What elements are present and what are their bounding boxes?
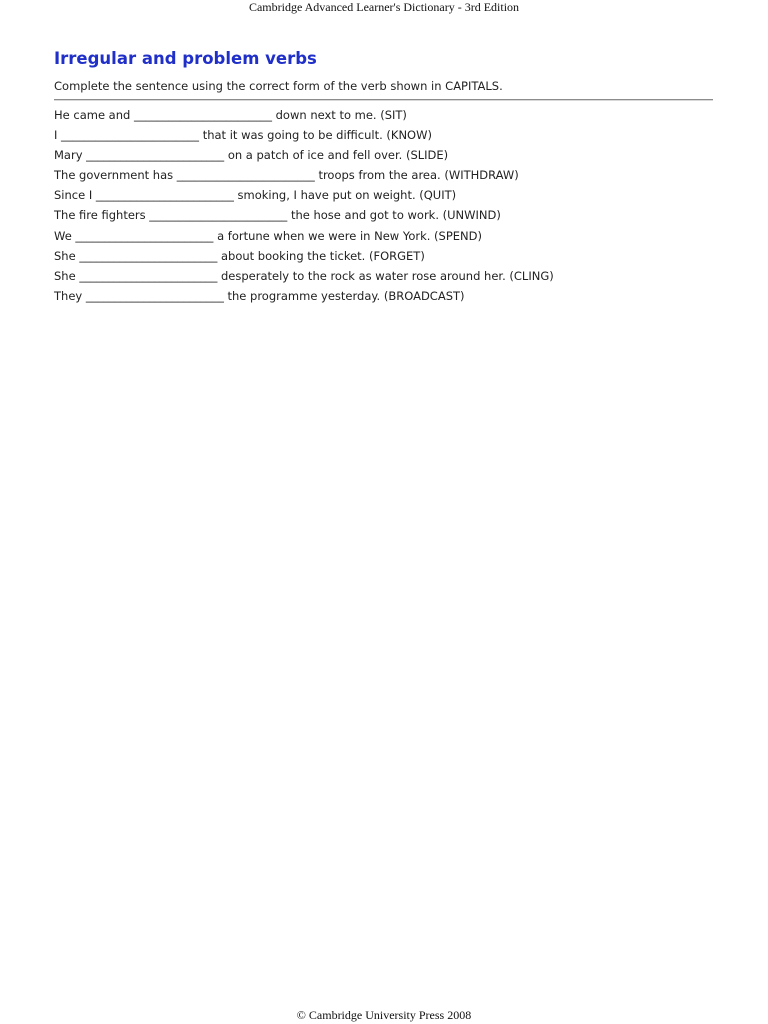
exercise-item: I ________________________ that it was going to be difficult. (KNOW) [54,128,432,143]
exercise-item: He came and ________________________ down next to me. (SIT) [54,108,407,122]
divider [54,99,713,101]
page-title: Irregular and problem verbs [54,49,317,68]
exercise-item: They ________________________ the programme yesterday. (BROADCAST) [54,288,465,303]
running-header: Cambridge Advanced Learner's Dictionary - 3rd Edition [248,0,520,14]
exercise-item: Mary ________________________ on a patch of ice and fell over. (SLIDE) [54,148,449,163]
copyright-footer: © Cambridge University Press 2008 [296,1008,472,1022]
exercise-item: She ________________________ desperately to the rock as water rose around her. (CLING) [54,268,554,283]
exercise-list [54,108,554,309]
instructions-text: Complete the sentence using the correct form of the verb shown in CAPITALS. [54,79,503,93]
exercise-item: The government has ________________________ troops from the area. (WITHDRAW) [54,168,519,183]
exercise-item: We ________________________ a fortune when we were in New York. (SPEND) [54,228,482,243]
exercise-item: Since I ________________________ smoking, I have put on weight. (QUIT) [54,188,457,203]
exercise-item: The fire fighters ________________________ the hose and got to work. (UNWIND) [54,208,501,223]
exercise-item: She ________________________ about booking the ticket. (FORGET) [54,248,425,263]
